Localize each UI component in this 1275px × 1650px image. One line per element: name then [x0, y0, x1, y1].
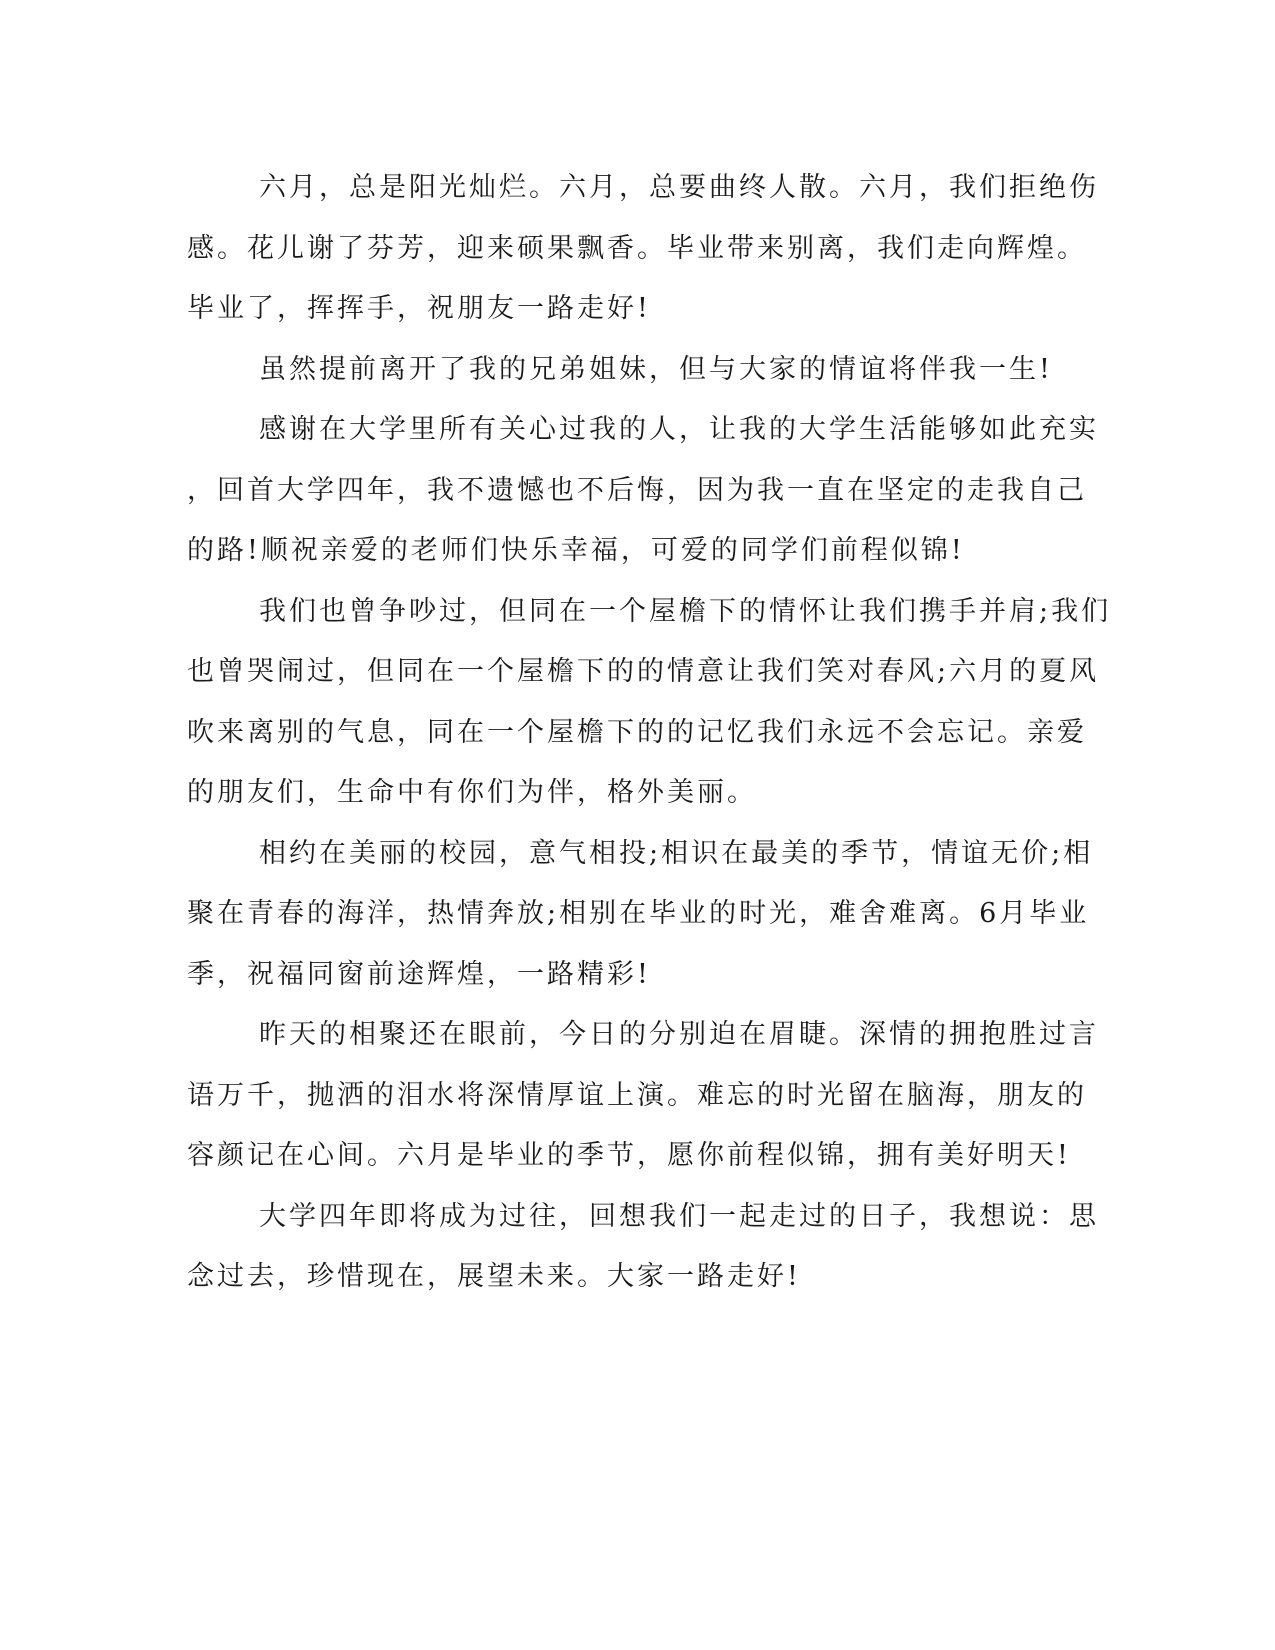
paragraph-1 — [187, 158, 1099, 340]
paragraph-3-line-1: 感谢在大学里所有关心过我的人，让我的大学生活能够如此充实 — [259, 414, 1099, 445]
paragraph-1-line-2: 感。花儿谢了芬芳，迎来硕果飘香。毕业带来别离，我们走向辉煌。 — [187, 232, 1087, 264]
paragraph-4-line-4: 的朋友们，生命中有你们为伴，格外美丽。 — [187, 777, 757, 808]
paragraph-5-line-3: 季，祝福同窗前途辉煌，一路精彩! — [187, 958, 651, 990]
paragraph-6-line-3: 容颜记在心间。六月是毕业的季节，愿你前程似锦，拥有美好明天! — [187, 1140, 1071, 1171]
paragraph-4-line-3: 吹来离别的气息，同在一个屋檐下的的记忆我们永远不会忘记。亲爱 — [187, 716, 1087, 748]
paragraph-7-line-1: 大学四年即将成为过往，回想我们一起走过的日子，我想说：思 — [259, 1200, 1099, 1232]
paragraph-3 — [187, 400, 1099, 582]
paragraph-1-line-1: 六月，总是阳光灿烂。六月，总要曲终人散。六月，我们拒绝伤 — [259, 172, 1099, 203]
paragraph-7 — [187, 1187, 1099, 1308]
paragraph-2-line-1: 虽然提前离开了我的兄弟姐妹，但与大家的情谊将伴我一生! — [259, 353, 1053, 385]
document-body — [187, 158, 1112, 1308]
paragraph-5 — [187, 824, 1094, 1006]
paragraph-4-line-1: 我们也曾争吵过，但同在一个屋檐下的情怀让我们携手并肩;我们 — [259, 595, 1112, 627]
paragraph-4-line-2: 也曾哭闹过，但同在一个屋檐下的的情意让我们笑对春风;六月的夏风 — [187, 656, 1100, 687]
paragraph-6-line-2: 语万千，抛洒的泪水将深情厚谊上演。难忘的时光留在脑海，朋友的 — [187, 1079, 1087, 1111]
paragraph-2 — [187, 340, 1087, 401]
paragraph-5-line-2: 聚在青春的海洋，热情奔放;相别在毕业的时光，难舍难离。6月毕业 — [187, 898, 1090, 929]
paragraph-6 — [187, 1005, 1099, 1187]
paragraph-3-line-2: ，回首大学四年，我不遗憾也不后悔，因为我一直在坚定的走我自己 — [187, 474, 1087, 506]
paragraph-4 — [187, 582, 1112, 824]
paragraph-1-line-3: 毕业了，挥挥手，祝朋友一路走好! — [187, 293, 651, 324]
paragraph-3-line-3: 的路!顺祝亲爱的老师们快乐幸福，可爱的同学们前程似锦! — [187, 535, 965, 566]
paragraph-5-line-1: 相约在美丽的校园，意气相投;相识在最美的季节，情谊无价;相 — [259, 837, 1094, 869]
paragraph-6-line-1: 昨天的相聚还在眼前，今日的分别迫在眉睫。深情的拥抱胜过言 — [259, 1019, 1099, 1050]
paragraph-7-line-2: 念过去，珍惜现在，展望未来。大家一路走好! — [187, 1261, 801, 1292]
